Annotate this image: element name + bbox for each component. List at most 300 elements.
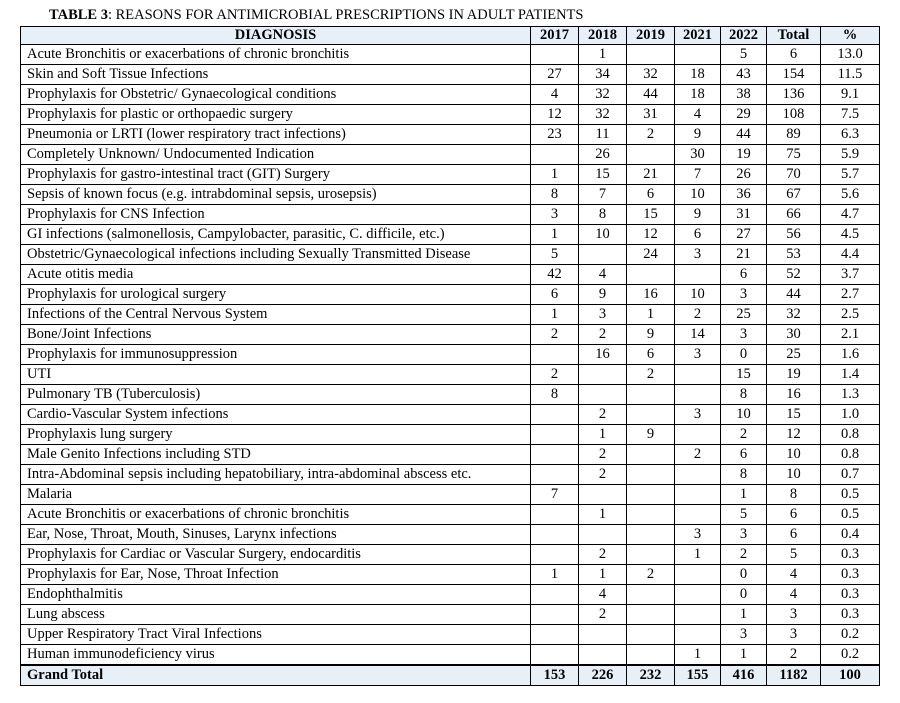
value-cell: 3 xyxy=(767,605,821,625)
value-cell: 44 xyxy=(627,85,675,105)
grand-total-value: 232 xyxy=(627,665,675,686)
value-cell: 4 xyxy=(579,585,627,605)
value-cell xyxy=(531,645,579,666)
diagnosis-cell: Prophylaxis for immunosuppression xyxy=(21,345,531,365)
value-cell: 27 xyxy=(721,225,767,245)
value-cell: 3 xyxy=(675,345,721,365)
value-cell: 25 xyxy=(721,305,767,325)
value-cell: 5.6 xyxy=(821,185,880,205)
value-cell: 6 xyxy=(627,185,675,205)
table-row xyxy=(21,305,880,325)
table-row xyxy=(21,485,880,505)
value-cell: 7 xyxy=(675,165,721,185)
value-cell: 1.4 xyxy=(821,365,880,385)
value-cell: 8 xyxy=(767,485,821,505)
value-cell: 1 xyxy=(579,425,627,445)
value-cell: 1 xyxy=(531,565,579,585)
value-cell: 52 xyxy=(767,265,821,285)
value-cell: 4 xyxy=(767,565,821,585)
value-cell xyxy=(627,385,675,405)
value-cell: 0.3 xyxy=(821,565,880,585)
table-row xyxy=(21,265,880,285)
value-cell: 44 xyxy=(767,285,821,305)
table-row xyxy=(21,285,880,305)
value-cell xyxy=(627,45,675,65)
value-cell: 3.7 xyxy=(821,265,880,285)
value-cell: 15 xyxy=(721,365,767,385)
value-cell xyxy=(531,465,579,485)
diagnosis-cell: Acute otitis media xyxy=(21,265,531,285)
value-cell xyxy=(675,585,721,605)
column-header-diagnosis: DIAGNOSIS xyxy=(21,27,531,45)
value-cell xyxy=(579,365,627,385)
value-cell: 5 xyxy=(767,545,821,565)
diagnosis-cell: Acute Bronchitis or exacerbations of chronic bronchitis xyxy=(21,45,531,65)
value-cell: 2.1 xyxy=(821,325,880,345)
table-row xyxy=(21,145,880,165)
value-cell: 12 xyxy=(627,225,675,245)
diagnosis-table xyxy=(20,26,880,686)
value-cell xyxy=(675,385,721,405)
value-cell: 3 xyxy=(531,205,579,225)
value-cell: 1 xyxy=(675,645,721,666)
diagnosis-cell: Prophylaxis for Cardiac or Vascular Surgery, endocarditis xyxy=(21,545,531,565)
value-cell: 0 xyxy=(721,345,767,365)
table-row xyxy=(21,445,880,465)
column-header-2021: 2021 xyxy=(675,27,721,45)
column-header-percent: % xyxy=(821,27,880,45)
value-cell xyxy=(675,625,721,645)
value-cell: 6 xyxy=(721,265,767,285)
value-cell xyxy=(627,525,675,545)
value-cell: 66 xyxy=(767,205,821,225)
value-cell: 1 xyxy=(721,645,767,666)
column-header-2017: 2017 xyxy=(531,27,579,45)
value-cell: 7 xyxy=(531,485,579,505)
diagnosis-cell: Cardio-Vascular System infections xyxy=(21,405,531,425)
value-cell xyxy=(531,585,579,605)
value-cell: 1 xyxy=(675,545,721,565)
table-row xyxy=(21,545,880,565)
value-cell: 9 xyxy=(675,205,721,225)
diagnosis-cell: Prophylaxis for urological surgery xyxy=(21,285,531,305)
value-cell: 3 xyxy=(767,625,821,645)
diagnosis-cell: Infections of the Central Nervous System xyxy=(21,305,531,325)
value-cell: 0 xyxy=(721,585,767,605)
value-cell xyxy=(675,45,721,65)
value-cell: 2 xyxy=(721,425,767,445)
value-cell: 1 xyxy=(579,565,627,585)
value-cell: 15 xyxy=(767,405,821,425)
value-cell: 5.7 xyxy=(821,165,880,185)
value-cell: 12 xyxy=(767,425,821,445)
value-cell: 4.7 xyxy=(821,205,880,225)
table-row xyxy=(21,345,880,365)
column-header-2022: 2022 xyxy=(721,27,767,45)
column-header-2018: 2018 xyxy=(579,27,627,45)
value-cell: 1.6 xyxy=(821,345,880,365)
value-cell: 8 xyxy=(721,465,767,485)
value-cell xyxy=(579,525,627,545)
value-cell: 19 xyxy=(767,365,821,385)
value-cell: 8 xyxy=(579,205,627,225)
value-cell xyxy=(531,345,579,365)
value-cell: 9 xyxy=(675,125,721,145)
value-cell: 75 xyxy=(767,145,821,165)
value-cell: 2 xyxy=(579,465,627,485)
value-cell: 18 xyxy=(675,65,721,85)
grand-total-value: 226 xyxy=(579,665,627,686)
value-cell: 15 xyxy=(579,165,627,185)
value-cell xyxy=(531,605,579,625)
diagnosis-cell: Pulmonary TB (Tuberculosis) xyxy=(21,385,531,405)
value-cell: 6 xyxy=(627,345,675,365)
value-cell xyxy=(579,385,627,405)
value-cell xyxy=(579,245,627,265)
value-cell: 30 xyxy=(767,325,821,345)
value-cell: 4 xyxy=(531,85,579,105)
value-cell xyxy=(531,525,579,545)
diagnosis-cell: Upper Respiratory Tract Viral Infections xyxy=(21,625,531,645)
value-cell: 2 xyxy=(627,125,675,145)
table-row xyxy=(21,625,880,645)
table-row xyxy=(21,465,880,485)
value-cell: 4 xyxy=(579,265,627,285)
value-cell xyxy=(627,545,675,565)
diagnosis-cell: UTI xyxy=(21,365,531,385)
value-cell: 0.3 xyxy=(821,605,880,625)
value-cell: 10 xyxy=(675,285,721,305)
table-row xyxy=(21,405,880,425)
value-cell: 11 xyxy=(579,125,627,145)
value-cell xyxy=(531,405,579,425)
value-cell xyxy=(675,485,721,505)
value-cell xyxy=(675,425,721,445)
table-row xyxy=(21,565,880,585)
diagnosis-cell: Completely Unknown/ Undocumented Indication xyxy=(21,145,531,165)
table-row xyxy=(21,425,880,445)
value-cell: 26 xyxy=(579,145,627,165)
value-cell: 10 xyxy=(767,465,821,485)
diagnosis-cell: Prophylaxis lung surgery xyxy=(21,425,531,445)
value-cell: 16 xyxy=(579,345,627,365)
value-cell: 23 xyxy=(531,125,579,145)
value-cell: 2 xyxy=(627,365,675,385)
value-cell: 30 xyxy=(675,145,721,165)
value-cell: 16 xyxy=(767,385,821,405)
value-cell: 25 xyxy=(767,345,821,365)
value-cell: 19 xyxy=(721,145,767,165)
value-cell: 5 xyxy=(721,505,767,525)
value-cell: 2.7 xyxy=(821,285,880,305)
value-cell: 16 xyxy=(627,285,675,305)
value-cell xyxy=(579,625,627,645)
value-cell: 42 xyxy=(531,265,579,285)
value-cell: 4.4 xyxy=(821,245,880,265)
value-cell xyxy=(579,485,627,505)
value-cell xyxy=(627,145,675,165)
column-header-2019: 2019 xyxy=(627,27,675,45)
value-cell: 27 xyxy=(531,65,579,85)
value-cell: 9 xyxy=(627,425,675,445)
value-cell xyxy=(675,605,721,625)
value-cell: 6 xyxy=(531,285,579,305)
value-cell: 3 xyxy=(675,245,721,265)
grand-total-value: 155 xyxy=(675,665,721,686)
value-cell: 10 xyxy=(721,405,767,425)
value-cell: 21 xyxy=(721,245,767,265)
value-cell: 10 xyxy=(767,445,821,465)
value-cell: 1 xyxy=(627,305,675,325)
value-cell: 38 xyxy=(721,85,767,105)
value-cell: 0.5 xyxy=(821,485,880,505)
table-row xyxy=(21,125,880,145)
diagnosis-cell: Human immunodeficiency virus xyxy=(21,645,531,666)
value-cell: 2 xyxy=(579,445,627,465)
diagnosis-cell: Lung abscess xyxy=(21,605,531,625)
value-cell xyxy=(675,365,721,385)
value-cell: 2.5 xyxy=(821,305,880,325)
value-cell: 44 xyxy=(721,125,767,145)
column-header-total: Total xyxy=(767,27,821,45)
value-cell: 154 xyxy=(767,65,821,85)
value-cell: 32 xyxy=(627,65,675,85)
value-cell: 6 xyxy=(767,505,821,525)
value-cell xyxy=(627,405,675,425)
value-cell: 6 xyxy=(721,445,767,465)
value-cell: 0.8 xyxy=(821,445,880,465)
value-cell: 6 xyxy=(675,225,721,245)
value-cell: 21 xyxy=(627,165,675,185)
value-cell xyxy=(579,645,627,666)
table-row xyxy=(21,645,880,666)
diagnosis-cell: Malaria xyxy=(21,485,531,505)
grand-total-row xyxy=(21,665,880,686)
grand-total-value: 416 xyxy=(721,665,767,686)
value-cell xyxy=(627,605,675,625)
table-body xyxy=(21,45,880,686)
value-cell: 8 xyxy=(721,385,767,405)
grand-total-value: 1182 xyxy=(767,665,821,686)
value-cell: 31 xyxy=(627,105,675,125)
value-cell: 14 xyxy=(675,325,721,345)
value-cell: 29 xyxy=(721,105,767,125)
value-cell: 67 xyxy=(767,185,821,205)
table-row xyxy=(21,325,880,345)
value-cell: 43 xyxy=(721,65,767,85)
value-cell: 2 xyxy=(579,605,627,625)
value-cell xyxy=(675,565,721,585)
value-cell: 7 xyxy=(579,185,627,205)
value-cell: 34 xyxy=(579,65,627,85)
value-cell: 4.5 xyxy=(821,225,880,245)
value-cell: 26 xyxy=(721,165,767,185)
value-cell: 3 xyxy=(675,405,721,425)
diagnosis-cell: Bone/Joint Infections xyxy=(21,325,531,345)
diagnosis-cell: Prophylaxis for Obstetric/ Gynaecological conditions xyxy=(21,85,531,105)
value-cell: 2 xyxy=(531,365,579,385)
diagnosis-cell: Skin and Soft Tissue Infections xyxy=(21,65,531,85)
value-cell: 9 xyxy=(579,285,627,305)
diagnosis-cell: Prophylaxis for Ear, Nose, Throat Infection xyxy=(21,565,531,585)
diagnosis-cell: Male Genito Infections including STD xyxy=(21,445,531,465)
value-cell xyxy=(531,505,579,525)
value-cell: 6 xyxy=(767,45,821,65)
table-row xyxy=(21,45,880,65)
value-cell: 0.2 xyxy=(821,645,880,666)
value-cell xyxy=(627,265,675,285)
value-cell: 53 xyxy=(767,245,821,265)
table-caption xyxy=(49,7,583,23)
table-row xyxy=(21,185,880,205)
diagnosis-cell: Endophthalmitis xyxy=(21,585,531,605)
table-row xyxy=(21,165,880,185)
value-cell: 5 xyxy=(721,45,767,65)
value-cell: 6.3 xyxy=(821,125,880,145)
value-cell: 32 xyxy=(579,85,627,105)
value-cell: 0.3 xyxy=(821,585,880,605)
table-caption-label: TABLE 3 xyxy=(49,7,108,23)
value-cell: 2 xyxy=(531,325,579,345)
value-cell: 1 xyxy=(531,165,579,185)
diagnosis-cell: Sepsis of known focus (e.g. intrabdominal sepsis, urosepsis) xyxy=(21,185,531,205)
value-cell: 89 xyxy=(767,125,821,145)
value-cell xyxy=(675,505,721,525)
value-cell: 5.9 xyxy=(821,145,880,165)
value-cell: 9 xyxy=(627,325,675,345)
value-cell: 0.3 xyxy=(821,545,880,565)
value-cell: 32 xyxy=(767,305,821,325)
value-cell: 1 xyxy=(579,45,627,65)
diagnosis-cell: Prophylaxis for plastic or orthopaedic surgery xyxy=(21,105,531,125)
value-cell: 2 xyxy=(675,445,721,465)
value-cell: 70 xyxy=(767,165,821,185)
value-cell: 3 xyxy=(579,305,627,325)
value-cell xyxy=(531,145,579,165)
table-row xyxy=(21,245,880,265)
table-row xyxy=(21,385,880,405)
value-cell: 15 xyxy=(627,205,675,225)
table-row xyxy=(21,525,880,545)
value-cell xyxy=(675,265,721,285)
table-caption-text: : REASONS FOR ANTIMICROBIAL PRESCRIPTIONS IN ADULT PATIENTS xyxy=(107,7,584,23)
value-cell xyxy=(627,585,675,605)
value-cell: 3 xyxy=(721,525,767,545)
table-row xyxy=(21,225,880,245)
value-cell: 1 xyxy=(531,225,579,245)
value-cell: 8 xyxy=(531,385,579,405)
value-cell xyxy=(627,445,675,465)
grand-total-value: 100 xyxy=(821,665,880,686)
value-cell: 3 xyxy=(721,285,767,305)
value-cell: 2 xyxy=(627,565,675,585)
value-cell: 4 xyxy=(767,585,821,605)
value-cell: 32 xyxy=(579,105,627,125)
diagnosis-cell: Ear, Nose, Throat, Mouth, Sinuses, Larynx infections xyxy=(21,525,531,545)
value-cell: 1 xyxy=(579,505,627,525)
table-row xyxy=(21,505,880,525)
value-cell: 0.4 xyxy=(821,525,880,545)
diagnosis-cell: Obstetric/Gynaecological infections including Sexually Transmitted Disease xyxy=(21,245,531,265)
table-row xyxy=(21,85,880,105)
value-cell: 108 xyxy=(767,105,821,125)
value-cell: 10 xyxy=(579,225,627,245)
value-cell: 1.3 xyxy=(821,385,880,405)
value-cell xyxy=(627,625,675,645)
value-cell: 136 xyxy=(767,85,821,105)
value-cell xyxy=(627,505,675,525)
table-row xyxy=(21,605,880,625)
value-cell: 3 xyxy=(721,325,767,345)
value-cell: 1.0 xyxy=(821,405,880,425)
value-cell: 2 xyxy=(767,645,821,666)
diagnosis-cell: GI infections (salmonellosis, Campylobacter, parasitic, C. difficile, etc.) xyxy=(21,225,531,245)
value-cell: 3 xyxy=(675,525,721,545)
value-cell: 1 xyxy=(531,305,579,325)
value-cell: 24 xyxy=(627,245,675,265)
value-cell xyxy=(531,45,579,65)
table-row xyxy=(21,105,880,125)
table-row xyxy=(21,65,880,85)
value-cell: 0.5 xyxy=(821,505,880,525)
value-cell xyxy=(531,625,579,645)
value-cell: 6 xyxy=(767,525,821,545)
diagnosis-cell: Pneumonia or LRTI (lower respiratory tract infections) xyxy=(21,125,531,145)
table-row xyxy=(21,205,880,225)
grand-total-value: 153 xyxy=(531,665,579,686)
value-cell: 10 xyxy=(675,185,721,205)
value-cell: 3 xyxy=(721,625,767,645)
value-cell xyxy=(531,425,579,445)
diagnosis-cell: Intra-Abdominal sepsis including hepatobiliary, intra-abdominal abscess etc. xyxy=(21,465,531,485)
value-cell: 2 xyxy=(579,325,627,345)
value-cell: 1 xyxy=(721,605,767,625)
value-cell: 0.2 xyxy=(821,625,880,645)
value-cell: 4 xyxy=(675,105,721,125)
value-cell: 0.8 xyxy=(821,425,880,445)
value-cell: 31 xyxy=(721,205,767,225)
value-cell: 5 xyxy=(531,245,579,265)
value-cell xyxy=(531,545,579,565)
value-cell: 13.0 xyxy=(821,45,880,65)
value-cell xyxy=(627,645,675,666)
value-cell: 2 xyxy=(579,545,627,565)
value-cell xyxy=(531,445,579,465)
header-row xyxy=(21,27,880,45)
value-cell: 2 xyxy=(675,305,721,325)
value-cell xyxy=(627,465,675,485)
grand-total-label: Grand Total xyxy=(21,665,531,686)
value-cell: 8 xyxy=(531,185,579,205)
value-cell: 7.5 xyxy=(821,105,880,125)
value-cell: 18 xyxy=(675,85,721,105)
value-cell: 11.5 xyxy=(821,65,880,85)
diagnosis-cell: Prophylaxis for CNS Infection xyxy=(21,205,531,225)
table-row xyxy=(21,365,880,385)
value-cell: 0 xyxy=(721,565,767,585)
value-cell: 56 xyxy=(767,225,821,245)
table-row xyxy=(21,585,880,605)
diagnosis-cell: Acute Bronchitis or exacerbations of chronic bronchitis xyxy=(21,505,531,525)
value-cell: 12 xyxy=(531,105,579,125)
value-cell: 0.7 xyxy=(821,465,880,485)
value-cell: 1 xyxy=(721,485,767,505)
value-cell: 9.1 xyxy=(821,85,880,105)
value-cell xyxy=(675,465,721,485)
value-cell: 2 xyxy=(579,405,627,425)
diagnosis-cell: Prophylaxis for gastro-intestinal tract (GIT) Surgery xyxy=(21,165,531,185)
value-cell: 2 xyxy=(721,545,767,565)
